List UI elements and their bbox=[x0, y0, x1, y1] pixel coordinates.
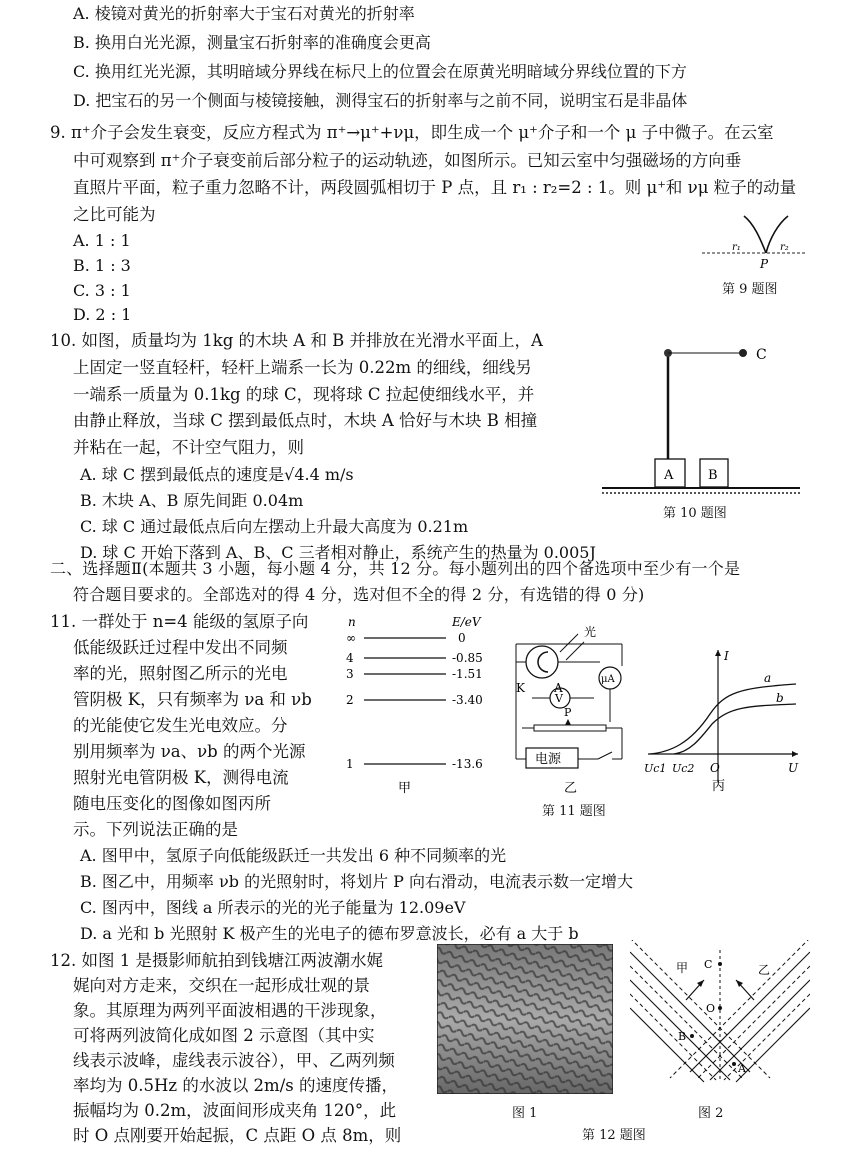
q11-bing-a: a bbox=[764, 671, 772, 685]
q12-fig1-label: 图 1 bbox=[512, 1106, 538, 1121]
q11-bing-uc1: Uc1 bbox=[644, 762, 667, 775]
q11-option-a: A. 图甲中，氢原子向低能级跃迁一共发出 6 种不同频率的光 bbox=[80, 846, 507, 865]
q11-yi-light: 光 bbox=[584, 625, 597, 639]
q10-stem-line3: 一端系一质量为 0.1kg 的球 C，现将球 C 拉起使细线水平，并 bbox=[73, 385, 535, 404]
level-n: ∞ bbox=[346, 631, 356, 645]
q11-bing-o: O bbox=[710, 761, 720, 775]
q12-fig2-label: 图 2 bbox=[698, 1106, 724, 1121]
q9-option-d: D. 2 : 1 bbox=[73, 305, 132, 324]
q11-iu-graph bbox=[640, 644, 805, 794]
level-e: -1.51 bbox=[452, 667, 483, 681]
q10-stem-line4: 由静止释放，当球 C 摆到最低点时，木块 A 恰好与木块 B 相撞 bbox=[73, 411, 538, 430]
q10-stem-line2: 上固定一竖直轻杆，轻杆上端系一长为 0.22m 的细线，细线另 bbox=[73, 358, 532, 377]
q11-stem-line: 11. 一群处于 n=4 能级的氢原子向 bbox=[50, 612, 309, 631]
q12-stem-line: 线表示波峰，虚线表示波谷），甲、乙两列频 bbox=[73, 1051, 395, 1070]
q9-figure bbox=[700, 208, 810, 278]
q11-bing-name: 丙 bbox=[712, 779, 726, 794]
q8-option-c: C. 换用红光光源，其明暗域分界线在标尺上的位置会在原黄光明暗域分界线位置的下方 bbox=[73, 62, 687, 81]
q12-fig2-a: A bbox=[738, 1062, 746, 1075]
section2-heading-line2: 符合题目要求的。全部选对的得 4 分，选对但不全的得 2 分，有选错的得 0 分) bbox=[73, 585, 645, 604]
q8-option-a: A. 棱镜对黄光的折射率大于宝石对黄光的折射率 bbox=[73, 4, 415, 23]
q9-stem-line1: 9. π⁺介子会发生衰变，反应方程式为 π⁺→μ⁺+νμ，即生成一个 μ⁺介子和一个 μ 子中微子。在云室 bbox=[50, 123, 774, 142]
q11-yi-k: K bbox=[516, 681, 525, 695]
q11-jia-name: 甲 bbox=[398, 781, 412, 796]
q11-jia-e-label: E/eV bbox=[452, 615, 481, 629]
q11-yi-name: 乙 bbox=[564, 781, 578, 796]
q10-fig-c: C bbox=[756, 347, 767, 363]
q12-stem-line: 12. 如图 1 是摄影师航拍到钱塘江两波潮水娓 bbox=[50, 951, 383, 970]
q12-fig2-c: C bbox=[704, 958, 713, 971]
q9-fig-r2: r₂ bbox=[780, 242, 789, 253]
q9-figure-caption: 第 9 题图 bbox=[722, 282, 778, 297]
q10-option-d: D. 球 C 开始下落到 A、B、C 三者相对静止，系统产生的热量为 0.005J bbox=[80, 543, 596, 562]
q12-stem-line: 率均为 0.5Hz 的水波以 2m/s 的速度传播， bbox=[73, 1076, 398, 1095]
q11-yi-p: P bbox=[564, 706, 572, 719]
q11-stem-line: 别用频率为 νa、νb 的两个光源 bbox=[73, 742, 306, 761]
q12-stem-line: 时 O 点刚要开始起振，C 点距 O 点 8m，则 bbox=[73, 1126, 402, 1145]
q9-stem-line3: 直照片平面，粒子重力忽略不计，两段圆弧相切于 P 点，且 r₁ : r₂=2 : 1。则 μ⁺和 νμ 粒子的动量 bbox=[73, 178, 797, 197]
q11-stem-line: 率的光，照射图乙所示的光电 bbox=[73, 664, 288, 683]
q11-stem-line: 照射光电管阴极 K，测得电流 bbox=[73, 768, 289, 787]
q11-stem-line: 示。下列说法正确的是 bbox=[73, 820, 238, 839]
q11-circuit-diagram bbox=[502, 624, 642, 796]
q11-bing-i: I bbox=[724, 649, 729, 663]
level-e: 0 bbox=[458, 631, 466, 645]
q11-yi-power: 电源 bbox=[535, 752, 562, 767]
q11-option-b: B. 图乙中，用频率 νb 的光照射时，将划片 P 向右滑动，电流表示数一定增大 bbox=[80, 872, 634, 891]
q9-stem-line2: 中可观察到 π⁺介子衰变前后部分粒子的运动轨迹，如图所示。已知云室中匀强磁场的方向垂 bbox=[73, 151, 742, 170]
q11-stem-line: 管阴极 K，只有频率为 νa 和 νb bbox=[73, 690, 312, 709]
level-e: -13.6 bbox=[452, 757, 483, 771]
q11-energy-level-diagram bbox=[340, 612, 500, 802]
level-n: 1 bbox=[346, 757, 354, 771]
q10-option-a: A. 球 C 摆到最低点的速度是√4.4 m/s bbox=[80, 465, 354, 484]
level-n: 3 bbox=[346, 667, 354, 681]
q10-stem-line5: 并粘在一起，不计空气阻力，则 bbox=[73, 438, 304, 457]
q11-option-c: C. 图丙中，图线 a 所表示的光的光子能量为 12.09eV bbox=[80, 898, 466, 917]
q9-option-b: B. 1 : 3 bbox=[73, 256, 131, 275]
q11-jia-n-label: n bbox=[348, 615, 356, 629]
q12-stem-line: 娓向对方走来，交织在一起形成壮观的景 bbox=[73, 976, 370, 995]
q10-figure-caption: 第 10 题图 bbox=[663, 506, 727, 521]
q12-aerial-photo bbox=[437, 944, 613, 1094]
q10-option-c: C. 球 C 通过最低点后向左摆动上升最大高度为 0.21m bbox=[80, 517, 469, 536]
q11-option-d: D. a 光和 b 光照射 K 极产生的光电子的德布罗意波长，必有 a 大于 b bbox=[80, 924, 579, 943]
q12-fig2-jia: 甲 bbox=[676, 961, 689, 975]
q11-bing-u: U bbox=[788, 761, 799, 775]
q11-bing-uc2: Uc2 bbox=[672, 762, 695, 775]
level-e: -0.85 bbox=[452, 651, 483, 665]
q12-stem-line: 可将两列波简化成如图 2 示意图（其中实 bbox=[73, 1026, 375, 1045]
q9-option-a: A. 1 : 1 bbox=[73, 231, 131, 250]
q11-yi-v: V bbox=[555, 692, 563, 705]
q9-stem-line4: 之比可能为 bbox=[73, 205, 156, 224]
section2-heading-line1: 二、选择题Ⅱ(本题共 3 小题，每小题 4 分，共 12 分。每小题列出的四个备选项中至少有一个是 bbox=[50, 559, 741, 578]
q10-fig-a: A bbox=[664, 468, 674, 483]
q10-figure bbox=[600, 335, 805, 500]
q9-option-c: C. 3 : 1 bbox=[73, 281, 131, 300]
q12-stem-line: 象。其原理为两列平面波相遇的干涉现象， bbox=[73, 1001, 387, 1020]
q11-yi-a: A bbox=[554, 681, 563, 695]
q12-wave-diagram bbox=[630, 940, 810, 1100]
q11-figure-caption: 第 11 题图 bbox=[542, 804, 606, 819]
q11-stem-line: 低能级跃迁过程中发出不同频 bbox=[73, 638, 288, 657]
q12-figure-caption: 第 12 题图 bbox=[582, 1128, 646, 1143]
q10-option-b: B. 木块 A、B 原先间距 0.04m bbox=[80, 491, 304, 510]
level-n: 4 bbox=[346, 651, 354, 665]
q12-fig2-b: B bbox=[678, 1030, 687, 1043]
q9-fig-p: P bbox=[760, 257, 769, 271]
q12-stem-line: 振幅均为 0.2m，波面间形成夹角 120°，此 bbox=[73, 1101, 397, 1120]
level-e: -3.40 bbox=[452, 693, 483, 707]
q10-stem-line1: 10. 如图，质量均为 1kg 的木块 A 和 B 并排放在光滑水平面上，A bbox=[50, 331, 543, 350]
q8-option-d: D. 把宝石的另一个侧面与棱镜接触，测得宝石的折射率与之前不同，说明宝石是非晶体 bbox=[73, 91, 688, 110]
q10-fig-b: B bbox=[708, 468, 718, 483]
q11-bing-b: b bbox=[776, 691, 784, 705]
q9-fig-r1: r₁ bbox=[732, 242, 741, 253]
level-n: 2 bbox=[346, 693, 354, 707]
q11-stem-line: 的光能使它发生光电效应。分 bbox=[73, 716, 288, 735]
q11-stem-line: 随电压变化的图像如图丙所 bbox=[73, 794, 271, 813]
q12-fig2-o: O bbox=[706, 1002, 716, 1015]
q11-yi-ma: μA bbox=[601, 674, 615, 685]
q12-fig2-yi: 乙 bbox=[758, 963, 771, 977]
q8-option-b: B. 换用白光光源，测量宝石折射率的准确度会更高 bbox=[73, 33, 431, 52]
